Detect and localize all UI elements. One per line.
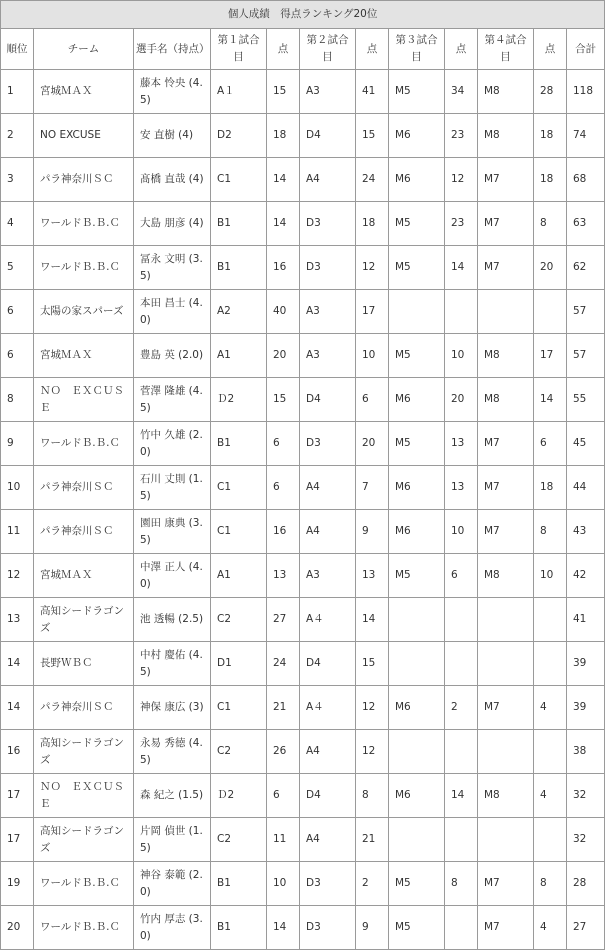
cell-rank: 19 xyxy=(1,862,34,906)
cell-game3: M6 xyxy=(389,686,445,730)
cell-points1: 15 xyxy=(267,378,300,422)
cell-team: パラ神奈川ＳＣ xyxy=(34,686,134,730)
cell-points4: 18 xyxy=(534,466,567,510)
cell-game2: D3 xyxy=(300,422,356,466)
cell-game2: A4 xyxy=(300,510,356,554)
cell-game4: M7 xyxy=(478,158,534,202)
cell-game4: M8 xyxy=(478,334,534,378)
cell-points4: 14 xyxy=(534,378,567,422)
cell-game1: Ｄ2 xyxy=(211,378,267,422)
cell-player: 中澤 正人 (4.0) xyxy=(134,554,211,598)
cell-game4 xyxy=(478,290,534,334)
cell-player: 中村 慶佑 (4.5) xyxy=(134,642,211,686)
header-game1: 第１試合目 xyxy=(211,29,267,70)
cell-total: 68 xyxy=(567,158,605,202)
cell-points4: 17 xyxy=(534,334,567,378)
cell-points1: 20 xyxy=(267,334,300,378)
cell-points2: 8 xyxy=(356,774,389,818)
cell-player: 竹中 久雄 (2.0) xyxy=(134,422,211,466)
cell-team: ＮＯ ＥＸＣＵＳＥ xyxy=(34,774,134,818)
header-points3: 点 xyxy=(445,29,478,70)
cell-total: 32 xyxy=(567,818,605,862)
cell-game2: D4 xyxy=(300,774,356,818)
cell-game2: A3 xyxy=(300,554,356,598)
cell-points1: 10 xyxy=(267,862,300,906)
cell-game3: M6 xyxy=(389,378,445,422)
cell-game1: C1 xyxy=(211,510,267,554)
cell-game3: M5 xyxy=(389,862,445,906)
cell-points3: 2 xyxy=(445,686,478,730)
cell-points2: 7 xyxy=(356,466,389,510)
cell-player: 髙橋 直哉 (4) xyxy=(134,158,211,202)
cell-points2: 13 xyxy=(356,554,389,598)
cell-game2: A3 xyxy=(300,290,356,334)
cell-player: 藤本 怜央 (4.5) xyxy=(134,70,211,114)
cell-game3 xyxy=(389,730,445,774)
cell-rank: 1 xyxy=(1,70,34,114)
cell-points1: 18 xyxy=(267,114,300,158)
cell-game3: M5 xyxy=(389,906,445,950)
cell-total: 44 xyxy=(567,466,605,510)
cell-game2: D4 xyxy=(300,642,356,686)
cell-points4: 4 xyxy=(534,774,567,818)
cell-game1: C1 xyxy=(211,686,267,730)
cell-total: 55 xyxy=(567,378,605,422)
cell-points1: 13 xyxy=(267,554,300,598)
cell-game2: A3 xyxy=(300,334,356,378)
cell-game2: D3 xyxy=(300,202,356,246)
cell-points1: 24 xyxy=(267,642,300,686)
cell-game1: C1 xyxy=(211,466,267,510)
cell-points4: 10 xyxy=(534,554,567,598)
header-total: 合計 xyxy=(567,29,605,70)
cell-game3: M6 xyxy=(389,466,445,510)
cell-player: 竹内 厚志 (3.0) xyxy=(134,906,211,950)
cell-game2: A4 xyxy=(300,158,356,202)
cell-team: 宮城ＭＡＸ xyxy=(34,554,134,598)
cell-team: パラ神奈川ＳＣ xyxy=(34,510,134,554)
cell-points2: 17 xyxy=(356,290,389,334)
table-row xyxy=(1,114,605,158)
cell-points2: 15 xyxy=(356,642,389,686)
cell-game4 xyxy=(478,598,534,642)
cell-game2: A4 xyxy=(300,818,356,862)
cell-points1: 40 xyxy=(267,290,300,334)
cell-points2: 12 xyxy=(356,730,389,774)
cell-game1: B1 xyxy=(211,906,267,950)
cell-game4 xyxy=(478,818,534,862)
cell-points3: 20 xyxy=(445,378,478,422)
cell-rank: 3 xyxy=(1,158,34,202)
cell-game3: M6 xyxy=(389,158,445,202)
cell-points3 xyxy=(445,730,478,774)
cell-points1: 27 xyxy=(267,598,300,642)
table-row xyxy=(1,334,605,378)
table-row xyxy=(1,906,605,950)
cell-points3 xyxy=(445,818,478,862)
table-row xyxy=(1,554,605,598)
cell-points3 xyxy=(445,598,478,642)
cell-game3 xyxy=(389,598,445,642)
cell-points2: 12 xyxy=(356,686,389,730)
cell-game1: A１ xyxy=(211,70,267,114)
cell-game1: C2 xyxy=(211,598,267,642)
cell-points1: 16 xyxy=(267,510,300,554)
cell-rank: 17 xyxy=(1,774,34,818)
cell-team: ワールドＢ.Ｂ.Ｃ xyxy=(34,202,134,246)
cell-game2: D3 xyxy=(300,246,356,290)
cell-game3: M5 xyxy=(389,422,445,466)
cell-rank: 20 xyxy=(1,906,34,950)
cell-team: 宮城ＭＡＸ xyxy=(34,334,134,378)
cell-points2: 41 xyxy=(356,70,389,114)
cell-total: 39 xyxy=(567,686,605,730)
cell-points4 xyxy=(534,730,567,774)
cell-rank: 14 xyxy=(1,642,34,686)
cell-points2: 9 xyxy=(356,510,389,554)
cell-game3: M5 xyxy=(389,246,445,290)
cell-game4: M7 xyxy=(478,686,534,730)
header-game4: 第４試合目 xyxy=(478,29,534,70)
cell-player: 永易 秀徳 (4.5) xyxy=(134,730,211,774)
cell-game2: A４ xyxy=(300,686,356,730)
cell-game1: A1 xyxy=(211,334,267,378)
cell-points1: 15 xyxy=(267,70,300,114)
cell-game4: M7 xyxy=(478,422,534,466)
cell-game1: Ｄ2 xyxy=(211,774,267,818)
header-row xyxy=(1,29,605,70)
cell-game3: M5 xyxy=(389,202,445,246)
cell-points2: 15 xyxy=(356,114,389,158)
header-points2: 点 xyxy=(356,29,389,70)
cell-points4: 18 xyxy=(534,158,567,202)
cell-points3: 14 xyxy=(445,246,478,290)
cell-points4: 18 xyxy=(534,114,567,158)
cell-rank: 17 xyxy=(1,818,34,862)
cell-game2: D3 xyxy=(300,862,356,906)
cell-game4: M7 xyxy=(478,246,534,290)
cell-game4: M7 xyxy=(478,906,534,950)
cell-team: ＮＯ ＥＸＣＵＳＥ xyxy=(34,378,134,422)
cell-game4: M8 xyxy=(478,378,534,422)
cell-game4: M7 xyxy=(478,862,534,906)
table-title: 個人成績 得点ランキング20位 xyxy=(1,1,605,29)
table-row xyxy=(1,642,605,686)
cell-player: 園田 康典 (3.5) xyxy=(134,510,211,554)
cell-game2: D4 xyxy=(300,114,356,158)
cell-rank: 6 xyxy=(1,334,34,378)
cell-total: 28 xyxy=(567,862,605,906)
table-row xyxy=(1,466,605,510)
cell-game4: M8 xyxy=(478,554,534,598)
cell-rank: 16 xyxy=(1,730,34,774)
cell-game4 xyxy=(478,730,534,774)
cell-team: パラ神奈川ＳＣ xyxy=(34,158,134,202)
cell-rank: 10 xyxy=(1,466,34,510)
header-player: 選手名（持点） xyxy=(134,29,211,70)
cell-points4: 8 xyxy=(534,510,567,554)
cell-total: 39 xyxy=(567,642,605,686)
cell-points2: 21 xyxy=(356,818,389,862)
cell-game2: D4 xyxy=(300,378,356,422)
cell-game3: M6 xyxy=(389,510,445,554)
cell-rank: 12 xyxy=(1,554,34,598)
cell-game3 xyxy=(389,642,445,686)
cell-total: 118 xyxy=(567,70,605,114)
table-row xyxy=(1,686,605,730)
cell-game2: A3 xyxy=(300,70,356,114)
cell-rank: 13 xyxy=(1,598,34,642)
cell-team: NO EXCUSE xyxy=(34,114,134,158)
cell-total: 45 xyxy=(567,422,605,466)
cell-game3: M6 xyxy=(389,114,445,158)
cell-points2: 10 xyxy=(356,334,389,378)
cell-player: 本田 昌士 (4.0) xyxy=(134,290,211,334)
cell-total: 74 xyxy=(567,114,605,158)
cell-game3: M6 xyxy=(389,774,445,818)
cell-points4 xyxy=(534,818,567,862)
cell-total: 42 xyxy=(567,554,605,598)
header-game2: 第２試合目 xyxy=(300,29,356,70)
cell-game4: M8 xyxy=(478,70,534,114)
cell-points2: 20 xyxy=(356,422,389,466)
cell-game4: M7 xyxy=(478,466,534,510)
header-game3: 第３試合目 xyxy=(389,29,445,70)
table-row xyxy=(1,378,605,422)
cell-game1: C2 xyxy=(211,818,267,862)
cell-rank: 14 xyxy=(1,686,34,730)
cell-points1: 14 xyxy=(267,202,300,246)
header-points1: 点 xyxy=(267,29,300,70)
cell-points4: 28 xyxy=(534,70,567,114)
cell-player: 大島 朋彦 (4) xyxy=(134,202,211,246)
cell-game3: M5 xyxy=(389,334,445,378)
cell-player: 神谷 泰範 (2.0) xyxy=(134,862,211,906)
cell-points1: 14 xyxy=(267,906,300,950)
cell-points3: 23 xyxy=(445,202,478,246)
cell-points3 xyxy=(445,290,478,334)
table-row xyxy=(1,818,605,862)
table-row xyxy=(1,70,605,114)
cell-points4: 6 xyxy=(534,422,567,466)
table-row xyxy=(1,598,605,642)
cell-total: 57 xyxy=(567,334,605,378)
cell-rank: 4 xyxy=(1,202,34,246)
cell-game4: M8 xyxy=(478,114,534,158)
cell-game4 xyxy=(478,642,534,686)
cell-points3 xyxy=(445,906,478,950)
cell-team: 高知シードラゴンズ xyxy=(34,730,134,774)
cell-points2: 18 xyxy=(356,202,389,246)
cell-game1: B1 xyxy=(211,246,267,290)
header-points4: 点 xyxy=(534,29,567,70)
cell-game3 xyxy=(389,818,445,862)
cell-points3: 8 xyxy=(445,862,478,906)
cell-points1: 21 xyxy=(267,686,300,730)
cell-points3: 14 xyxy=(445,774,478,818)
cell-team: 太陽の家スパーズ xyxy=(34,290,134,334)
cell-rank: 6 xyxy=(1,290,34,334)
cell-player: 石川 丈則 (1.5) xyxy=(134,466,211,510)
cell-points3: 23 xyxy=(445,114,478,158)
cell-player: 冨永 文明 (3.5) xyxy=(134,246,211,290)
cell-player: 森 紀之 (1.5) xyxy=(134,774,211,818)
cell-player: 池 透暢 (2.5) xyxy=(134,598,211,642)
cell-player: 豊島 英 (2.0) xyxy=(134,334,211,378)
cell-team: 宮城ＭＡＸ xyxy=(34,70,134,114)
cell-total: 63 xyxy=(567,202,605,246)
cell-team: パラ神奈川ＳＣ xyxy=(34,466,134,510)
cell-rank: 8 xyxy=(1,378,34,422)
cell-total: 41 xyxy=(567,598,605,642)
table-row xyxy=(1,862,605,906)
cell-points2: 2 xyxy=(356,862,389,906)
cell-team: 高知シードラゴンズ xyxy=(34,598,134,642)
cell-points2: 24 xyxy=(356,158,389,202)
cell-points1: 6 xyxy=(267,466,300,510)
cell-game1: D1 xyxy=(211,642,267,686)
table-row xyxy=(1,510,605,554)
table-row xyxy=(1,774,605,818)
cell-team: ワールドＢ.Ｂ.Ｃ xyxy=(34,422,134,466)
cell-points1: 14 xyxy=(267,158,300,202)
cell-points1: 6 xyxy=(267,422,300,466)
cell-points3: 13 xyxy=(445,422,478,466)
cell-points1: 11 xyxy=(267,818,300,862)
cell-points1: 16 xyxy=(267,246,300,290)
cell-team: 長野ＷＢＣ xyxy=(34,642,134,686)
cell-game1: B1 xyxy=(211,422,267,466)
cell-points4 xyxy=(534,642,567,686)
cell-game4: M8 xyxy=(478,774,534,818)
table-row xyxy=(1,158,605,202)
cell-points4: 8 xyxy=(534,202,567,246)
table-row xyxy=(1,290,605,334)
cell-game1: A1 xyxy=(211,554,267,598)
cell-player: 安 直樹 (4) xyxy=(134,114,211,158)
cell-points3 xyxy=(445,642,478,686)
cell-points4 xyxy=(534,598,567,642)
cell-game1: D2 xyxy=(211,114,267,158)
cell-total: 38 xyxy=(567,730,605,774)
cell-game3: M5 xyxy=(389,554,445,598)
cell-total: 32 xyxy=(567,774,605,818)
cell-points3: 13 xyxy=(445,466,478,510)
cell-game2: A4 xyxy=(300,466,356,510)
cell-game3 xyxy=(389,290,445,334)
cell-team: ワールドＢ.Ｂ.Ｃ xyxy=(34,906,134,950)
cell-points4: 8 xyxy=(534,862,567,906)
cell-points3: 10 xyxy=(445,510,478,554)
cell-points2: 12 xyxy=(356,246,389,290)
cell-game1: B1 xyxy=(211,202,267,246)
cell-points2: 14 xyxy=(356,598,389,642)
cell-game3: M5 xyxy=(389,70,445,114)
cell-player: 片岡 偵世 (1.5) xyxy=(134,818,211,862)
cell-points3: 6 xyxy=(445,554,478,598)
cell-total: 43 xyxy=(567,510,605,554)
cell-points4: 4 xyxy=(534,686,567,730)
cell-player: 神保 康広 (3) xyxy=(134,686,211,730)
cell-game4: M7 xyxy=(478,202,534,246)
cell-game2: A4 xyxy=(300,730,356,774)
cell-game2: D3 xyxy=(300,906,356,950)
cell-total: 57 xyxy=(567,290,605,334)
cell-points3: 34 xyxy=(445,70,478,114)
cell-game1: C2 xyxy=(211,730,267,774)
cell-rank: 9 xyxy=(1,422,34,466)
cell-game1: B1 xyxy=(211,862,267,906)
cell-points4: 4 xyxy=(534,906,567,950)
cell-points2: 9 xyxy=(356,906,389,950)
header-team: チーム xyxy=(34,29,134,70)
cell-total: 27 xyxy=(567,906,605,950)
table-row xyxy=(1,730,605,774)
cell-game2: A４ xyxy=(300,598,356,642)
cell-game1: A2 xyxy=(211,290,267,334)
cell-points1: 26 xyxy=(267,730,300,774)
cell-team: ワールドＢ.Ｂ.Ｃ xyxy=(34,246,134,290)
cell-game1: C1 xyxy=(211,158,267,202)
cell-total: 62 xyxy=(567,246,605,290)
table-row xyxy=(1,246,605,290)
cell-team: 高知シードラゴンズ xyxy=(34,818,134,862)
cell-team: ワールドＢ.Ｂ.Ｃ xyxy=(34,862,134,906)
table-row xyxy=(1,202,605,246)
cell-points3: 12 xyxy=(445,158,478,202)
cell-points4: 20 xyxy=(534,246,567,290)
cell-points3: 10 xyxy=(445,334,478,378)
cell-rank: 11 xyxy=(1,510,34,554)
table-row xyxy=(1,422,605,466)
cell-points2: 6 xyxy=(356,378,389,422)
cell-rank: 5 xyxy=(1,246,34,290)
header-rank: 順位 xyxy=(1,29,34,70)
cell-points1: 6 xyxy=(267,774,300,818)
cell-game4: M7 xyxy=(478,510,534,554)
cell-points4 xyxy=(534,290,567,334)
cell-player: 菅澤 隆雄 (4.5) xyxy=(134,378,211,422)
cell-rank: 2 xyxy=(1,114,34,158)
